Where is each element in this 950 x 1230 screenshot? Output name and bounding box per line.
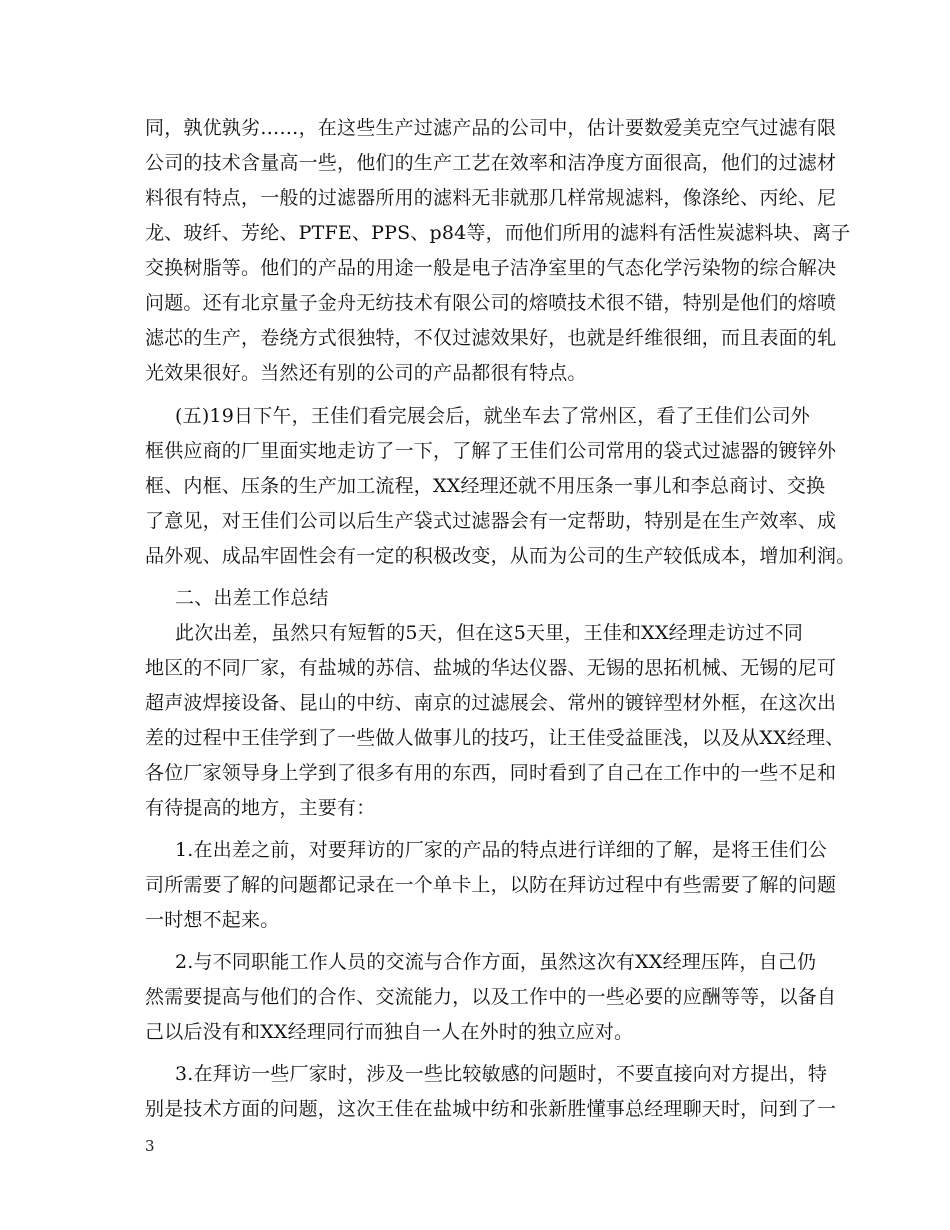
- text-line: 光效果很好。当然还有别的公司的产品都很有特点。: [145, 362, 587, 384]
- text-line: 地区的不同厂家，有盐城的苏信、盐城的华达仪器、无锡的思拓机械、无锡的尼可: [145, 657, 837, 679]
- text-line: 公司的技术含量高一些，他们的生产工艺在效率和洁净度方面很高，他们的过滤材: [145, 152, 837, 174]
- paragraph-first-line: (五)19日下午，王佳们看完展会后，就坐车去了常州区，看了王佳们公司外: [175, 405, 811, 427]
- text-line: 各位厂家领导身上学到了很多有用的东西，同时看到了自己在工作中的一些不足和: [145, 762, 837, 784]
- text-line: 框、内框、压条的生产加工流程，XX经理还就不用压条一事儿和李总商讨、交换: [145, 475, 826, 497]
- list-item-first-line: 2.与不同职能工作人员的交流与合作方面，虽然这次有XX经理压阵，自己仍: [175, 951, 817, 973]
- text-line: 交换树脂等。他们的产品的用途一般是电子洁净室里的气态化学污染物的综合解决: [145, 257, 837, 279]
- text-line: 有待提高的地方，主要有：: [145, 797, 376, 819]
- section-heading: 二、出差工作总结: [175, 587, 329, 609]
- text-line: 了意见，对王佳们公司以后生产袋式过滤器会有一定帮助，特别是在生产效率、成: [145, 510, 837, 532]
- text-line: 差的过程中王佳学到了一些做人做事儿的技巧，让王佳受益匪浅，以及从XX经理、: [145, 727, 845, 749]
- text-line: 品外观、成品牢固性会有一定的积极改变，从而为公司的生产较低成本，增加利润。: [145, 545, 856, 567]
- text-line: 然需要提高与他们的合作、交流能力，以及工作中的一些必要的应酬等等，以备自: [145, 986, 837, 1008]
- paragraph-first-line: 此次出差，虽然只有短暂的5天，但在这5天里，王佳和XX经理走访过不同: [175, 622, 804, 644]
- text-line: 滤芯的生产，卷绕方式很独特，不仅过滤效果好，也就是纤维很细，而且表面的轧: [145, 327, 837, 349]
- text-line: 料很有特点，一般的过滤器所用的滤料无非就那几样常规滤料，像涤纶、丙纶、尼: [145, 187, 837, 209]
- list-item-first-line: 1.在出差之前，对要拜访的厂家的产品的特点进行详细的了解，是将王佳们公: [175, 839, 828, 861]
- list-item-first-line: 3.在拜访一些厂家时，涉及一些比较敏感的问题时，不要直接向对方提出，特: [175, 1063, 828, 1085]
- text-line: 司所需要了解的问题都记录在一个单卡上，以防在拜访过程中有些需要了解的问题: [145, 874, 837, 896]
- text-line: 别是技术方面的问题，这次王佳在盐城中纺和张新胜懂事总经理聊天时，问到了一: [145, 1098, 837, 1120]
- text-line: 框供应商的厂里面实地走访了一下，了解了王佳们公司常用的袋式过滤器的镀锌外: [145, 440, 837, 462]
- text-line: 己以后没有和XX经理同行而独自一人在外时的独立应对。: [145, 1021, 634, 1043]
- page-number: 3: [145, 1137, 155, 1155]
- text-line: 同，孰优孰劣……，在这些生产过滤产品的公司中，估计要数爱美克空气过滤有限: [145, 117, 837, 139]
- text-line: 一时想不起来。: [145, 909, 280, 931]
- text-line: 龙、玻纤、芳纶、PTFE、PPS、p84等，而他们所用的滤料有活性炭滤料块、离子: [145, 222, 851, 244]
- text-line: 问题。还有北京量子金舟无纺技术有限公司的熔喷技术很不错，特别是他们的熔喷: [145, 292, 837, 314]
- text-line: 超声波焊接设备、昆山的中纺、南京的过滤展会、常州的镀锌型材外框，在这次出: [145, 692, 837, 714]
